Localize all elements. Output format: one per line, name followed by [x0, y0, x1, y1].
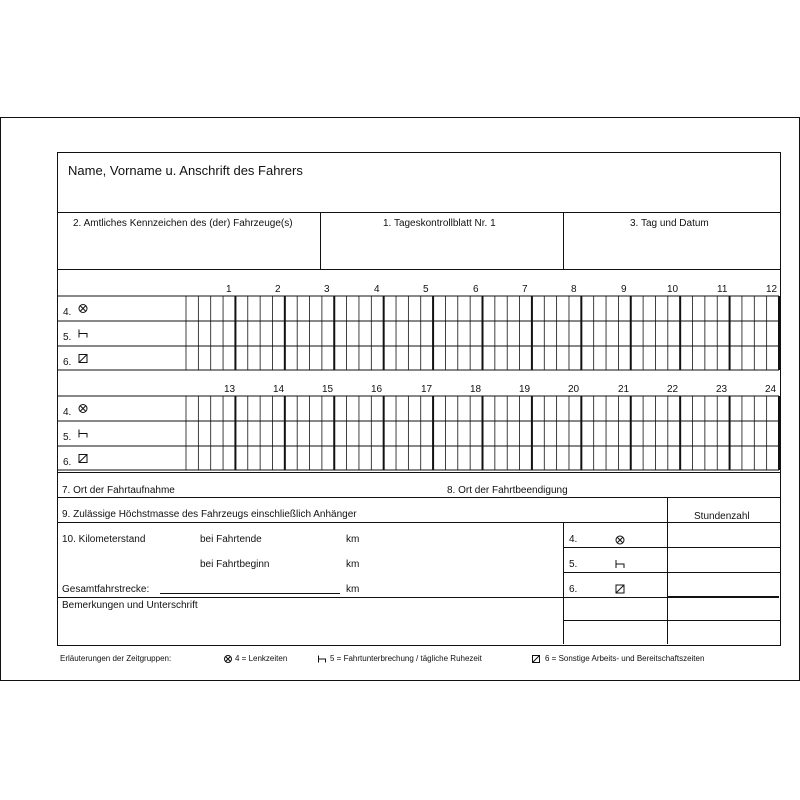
date-label: 3. Tag und Datum	[630, 218, 709, 229]
hour-label: 2	[275, 284, 281, 295]
divider	[563, 572, 780, 573]
work-slash-box-icon	[616, 585, 624, 593]
odometer-end-label: bei Fahrtende	[200, 534, 262, 545]
start-place-label: 7. Ort der Fahrtaufnahme	[62, 485, 175, 496]
work-slash-box-icon	[79, 355, 87, 363]
steering-wheel-icon	[80, 306, 86, 312]
row-label-rest: 5.	[63, 432, 72, 443]
hour-label: 14	[273, 384, 285, 395]
hour-label: 20	[568, 384, 580, 395]
hour-label: 4	[374, 284, 380, 295]
driver-name-label: Name, Vorname u. Anschrift des Fahrers	[68, 163, 303, 178]
hour-label: 22	[667, 384, 679, 395]
km-unit: km	[346, 559, 360, 570]
total-distance-label: Gesamtfahrstrecke:	[62, 584, 150, 595]
steering-wheel-icon	[226, 657, 231, 662]
odometer-label: 10. Kilometerstand	[62, 534, 146, 545]
hour-label: 19	[519, 384, 531, 395]
plate-label: 2. Amtliches Kennzeichen des (der) Fahrzeuge(s)	[73, 218, 293, 229]
hour-label: 23	[716, 384, 728, 395]
row-label-rest: 5.	[63, 332, 72, 343]
rest-bed-icon	[319, 656, 326, 663]
hour-label: 18	[470, 384, 482, 395]
divider	[563, 522, 564, 644]
hour-label: 9	[621, 284, 627, 295]
divider	[667, 497, 668, 644]
divider	[667, 596, 779, 598]
row-label-other-work: 6.	[63, 357, 72, 368]
work-slash-box-icon	[79, 455, 87, 463]
hour-label: 12	[766, 284, 778, 295]
rest-bed-icon	[79, 430, 87, 438]
end-place-label: 8. Ort der Fahrtbeendigung	[447, 485, 568, 496]
summary-label-other-work: 6.	[569, 584, 578, 595]
total-distance-input-line[interactable]	[160, 593, 340, 594]
hour-label: 24	[765, 384, 777, 395]
divider	[57, 497, 780, 498]
legend-title: Erläuterungen der Zeitgruppen:	[60, 654, 172, 663]
hour-label: 15	[322, 384, 334, 395]
sheet-number-label: 1. Tageskontrollblatt Nr. 1	[383, 218, 496, 229]
steering-wheel-icon	[80, 406, 86, 412]
divider	[563, 620, 780, 621]
divider	[57, 597, 563, 598]
odometer-begin-label: bei Fahrtbeginn	[200, 559, 270, 570]
hours-count-header: Stundenzahl	[694, 511, 750, 522]
divider	[563, 597, 667, 598]
rest-bed-icon	[79, 330, 87, 338]
work-slash-box-icon	[533, 656, 540, 663]
steering-wheel-icon	[617, 537, 623, 543]
legend-rest: 5 = Fahrtunterbrechung / tägliche Ruhezeit	[330, 654, 482, 663]
legend-driving: 4 = Lenkzeiten	[235, 654, 288, 663]
km-unit: km	[346, 584, 360, 595]
hour-label: 3	[324, 284, 330, 295]
hour-label: 21	[618, 384, 630, 395]
row-label-driving: 4.	[63, 407, 72, 418]
mass-label: 9. Zulässige Höchstmasse des Fahrzeugs einschließlich Anhänger	[62, 509, 357, 520]
legend-other-work: 6 = Sonstige Arbeits- und Bereitschaftszeiten	[545, 654, 705, 663]
row-label-other-work: 6.	[63, 457, 72, 468]
row-label-driving: 4.	[63, 307, 72, 318]
rest-bed-icon	[616, 560, 624, 568]
divider	[57, 472, 780, 473]
hour-label: 17	[421, 384, 433, 395]
summary-label-rest: 5.	[569, 559, 578, 570]
hour-label: 1	[226, 284, 232, 295]
km-unit: km	[346, 534, 360, 545]
divider	[57, 522, 780, 523]
hour-label: 6	[473, 284, 479, 295]
hour-label: 11	[717, 284, 728, 295]
hour-label: 5	[423, 284, 429, 295]
divider	[563, 547, 780, 548]
hour-label: 13	[224, 384, 236, 395]
hour-label: 8	[571, 284, 577, 295]
hour-label: 10	[667, 284, 679, 295]
summary-label-driving: 4.	[569, 534, 578, 545]
hour-label: 16	[371, 384, 383, 395]
remarks-label: Bemerkungen und Unterschrift	[62, 600, 198, 611]
hour-label: 7	[522, 284, 528, 295]
